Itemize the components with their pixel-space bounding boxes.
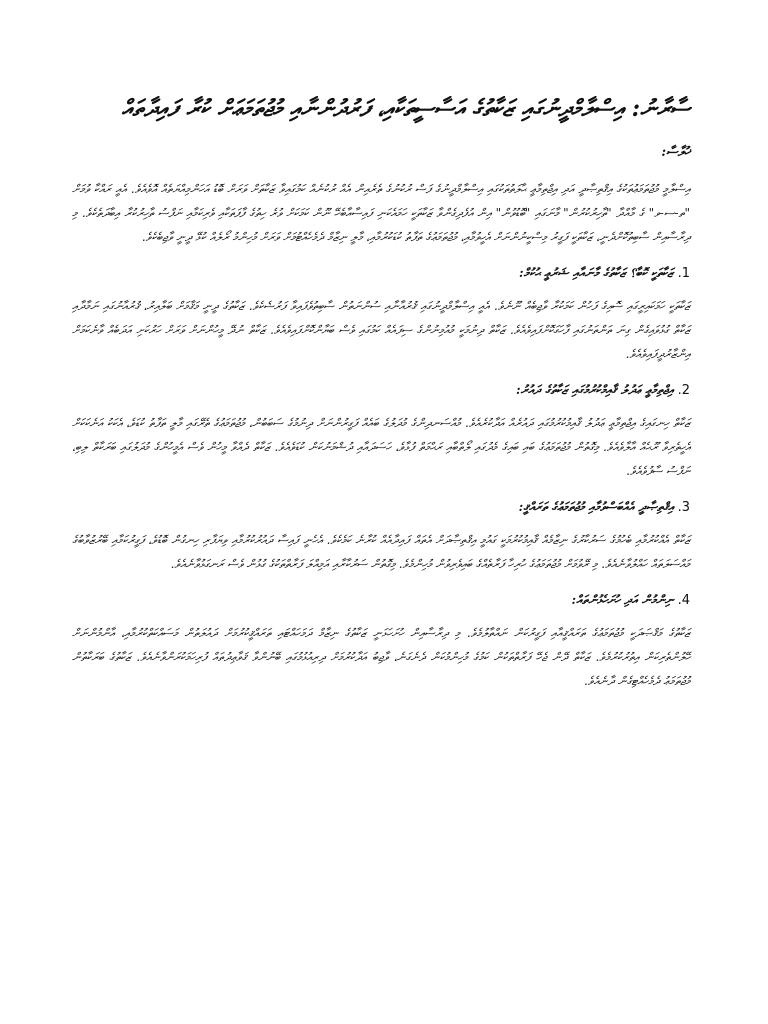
- section-1: [72, 263, 690, 366]
- document-page: [72, 90, 690, 707]
- section-heading: [72, 497, 690, 518]
- document-title: ސާރާނު: އިސްލާމްދީނުގައި ޒަކާތުގެ އަސާސީތަކާއި، ފަރުދުންނާއި މުޖުތަމަޢަށް ކުރާ ފައިދާތައް: [121, 95, 690, 122]
- section-title: ޒަކާތަކީ ކޮބާ؟ ޒަކާތުގެ މާނައާއި ޝަރުޢީ ޙުކުމް:: [519, 265, 674, 280]
- section-4: [72, 590, 690, 693]
- section-heading: [72, 380, 690, 401]
- section-body: ޒަކާތް އެއްކުރުމާއި ބެހުމުގެ ސަރުކާރުގެ ނިޒާމެއް ޤާއިމުކުރުމަކީ ގައުމީ އިޤްތިޞާދަށް އެތައް ފައިދާއެއް ކުރާނެ ކަމެކެވެ. އެހެނީ ފައިސާ ދައުރުކުރުމާއި ވިޔަފާރި ހިނގުން ބޮޑުވެ، ފަގީރުކަމާއި ބޭރުޒުވާބުގެ މައްސަލަތައް ހައްލުވާނެއެވެ. މި ރޭވުމަށް މުޖުތަމަޢުގެ ހުރިހާ ފަރާތެއްގެ ބައިވެރިވުން މުހިންމެވެ. މިގޮތުން ސަރުކާރާއި އަމިއްލަ ފަރާތްތަކުގެ ގުޅުން ވެސް ރަނގަޅުވާނެއެވެ.: [72, 533, 690, 571]
- section-number: 4.: [677, 593, 690, 608]
- section-2: [72, 380, 690, 483]
- section-body: ޒަކާތުގެ މަޤްޞަދަކީ މުޖުތަމަޢުގެ ތަރައްޤީއާއި ފަގީރުކަން ނައްތާލުމެވެ. މި ދިރާސާއިން ހުށަހަޅަނީ ޒަކާތުގެ ނިޒާމް ދަމަހައްޓައި ތަރައްޤީކުރުމަށް ދައުލަތުން މަސައްކަތްކުރުމާއި، އާންމުންނަށް ހޭލުންތެރިކަން އިތުރުކުރުމެވެ. ޒަކާތް ދޭން ޖެހޭ ފަރާތްތަކުން ކަމުގެ މުހިންމުކަން ދެނެގަނެ، ވާޖިބު އަދާކުރުމަށް ދިރިއުޅުމުގައި ބޭނުންވާ ޤަވާޢިދުތައް ފުރިހަމަކުރަންވާނެއެވެ. ޒަކާތުގެ ބަރަކާތުން މުޖުތަމަޢު ދެމެހެއްޓިގެން ދާނެއެވެ.: [72, 626, 690, 688]
- section-heading: [72, 263, 690, 284]
- section-title: އިޖްތިމާޢީ ޢަދުލު ޤާއިމްކުރުމުގައި ޒަކާތުގެ ދައުރު:: [515, 382, 674, 397]
- section-number: 1.: [677, 266, 690, 281]
- abstract-heading: ޚުލާސާ:: [661, 145, 690, 160]
- section-title: އިޤްތިޞާދީ އެއްބަސްވުމާއި މުޖުތަމަޢުގެ ތަރައްޤީ:: [518, 499, 674, 514]
- section-heading: [72, 590, 690, 611]
- section-number: 3.: [677, 500, 690, 515]
- section-body: ޒަކާތަކީ ހަމަކައިރީގައި ސޮއިގެ ފަހުން ކަމަކުރާ ވާޖިބެއް ނޫނެވެ. އެއީ އިސްލާމްދީނުގައި ޤުރުއާނާއި ސުންނަތުން ސާބިތުވެފައިވާ ފަރުޟެކެވެ. ޒަކާތުގެ ދީނީ މަޤާމަށް ބަލާއިރު، ޤުރުއާނުގައި ނަމާދާއި ޒަކާތް ގުޅުވައިގެން ގިނަ ތަންތަނުގައި ފާހަގަކޮށްފައިވެއެވެ. ޒަކާތް ދިނުމަކީ މުއުމިނުންގެ ސިފައެއް ކަމުގައި ވެސް ބަޔާންކޮށްފައިވެއެވެ. ޒަކާތް ނުދޭ މީހުންނަށް ވަރަށް ހަރުކަށި އަދަބެއް ވާނެކަމަށް އިންޒާރުދީފައިވެއެވެ.: [72, 299, 690, 361]
- abstract-paragraph: އިސްލާމީ މުޖުތަމަޢުތަކުގެ އިޤްތިޞާދީ އަދި އިޖްތިމާޢީ ޙާލަތުތަކުގައި އިސްލާމްދީނުގެ ފަސް ރުކުނުގެ ތެރެއިން އެއް ރުކުނެއް ކަމުގައިވާ ޒަކާތަށް ވަރަށް ބޮޑު އަހަންމިއްޔަތެއް އޮވެއެވެ. އެއީ ރައްކާ ވުމަށް "ތ-ސ-ވ" ގެ މާއްދާ "ތާހިރުކުރުން" މާނަގައި "ބޮޑުވުން" އިން އުފެދިގެންވާ ޒަކާތަކީ ހަމައެކަނި ފައިސާއާބެހޭ ނޫން ކަމަކަށް ވުރެ ހިތުގެ ފާފަތަކާއި ވެރިކަމާއި ނަފްސު ތާހިރުކުރާ އިބާދަތެކެވެ. މި ދިރާސާއިން ސާބިތުކޮށްދެނީ، ޒަކާތަކީ ފަގީރު މިސްކީނުންނަށް އެހީވުމާއި، މުޖުތަމަޢުގެ ތަފާތު ކުޑަކުރުމާއި، މާލީ ނިޒާމް ދެމެހެއްޓުމަށް ވަރަށް މުހިންމު ރޯލެއް ކުޅޭ ދީނީ ވާޖިބެކެވެ.: [72, 182, 690, 244]
- section-title: ނިންމުން އަދި ހުށަހެޅުންތައް:: [571, 592, 674, 607]
- section-3: [72, 497, 690, 576]
- section-number: 2.: [677, 383, 690, 398]
- section-body: ޒަކާތް ހިނގައިގެ އިޖްތިމާޢީ ޢަދުލު ޤާއިމުކުރުމުގައި ދައުރެއް އަދާކުރެއެވެ. މުއްސަނދިންގެ މުދަލުގެ ބައެއް ފަގީރުންނަށް ދިނުމުގެ ސަބަބުން، މުޖުތަމަޢުގެ ތެރޭގައި މާލީ ތަފާތު ކުޑަވެ، އެކަކު އަނެކަކަށް އެހީތެރިވާ ރޫޙެއް އާލާވެއެވެ. މިގޮތުން މުޖުތަމަޢުގެ ބައި ބައިގެ މެދުގައި ލޯތްބާއި ރަޙްމަތް ފުޅާވެ، ހަސަދައާއި ދުޝްމަނުކަން ކުޑަވެއެވެ. ޒަކާތް ދެއްވާ މީހުން ވެސް އެމީހުންގެ މުދަލުގައި ބަރަކާތް ލިބި، ނަފްސު ސާފުވެއެވެ.: [72, 416, 690, 478]
